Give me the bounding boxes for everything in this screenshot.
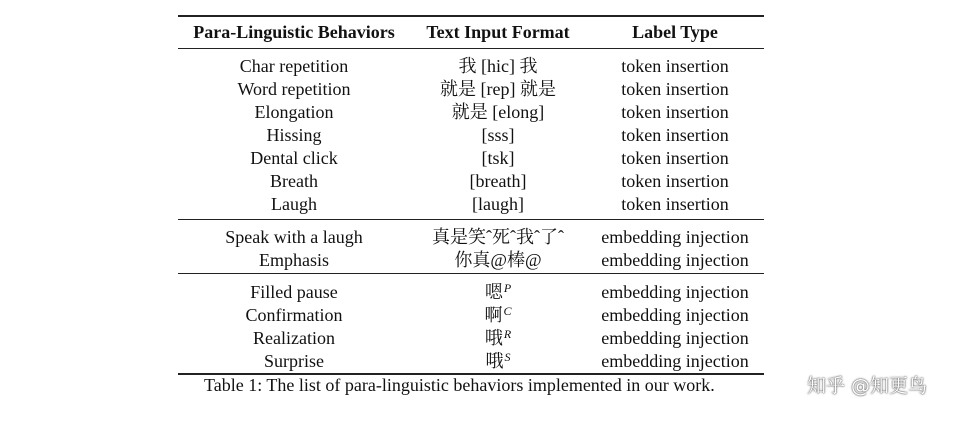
format-text: 啊 — [484, 305, 503, 325]
table-row — [178, 124, 764, 147]
label-type-cell: token insertion — [621, 56, 729, 76]
table-row — [178, 249, 764, 272]
table-row — [178, 55, 764, 78]
table-row — [178, 304, 764, 327]
format-text: 就是 [rep] 就是 — [440, 79, 556, 99]
top-rule — [178, 15, 764, 17]
format-cell — [410, 327, 586, 352]
format-text: 就是 [elong] — [451, 102, 545, 122]
table-row — [178, 327, 764, 350]
table-row — [178, 226, 764, 249]
group-rule-1 — [178, 219, 764, 220]
group-rule-2 — [178, 273, 764, 274]
label-type-cell: embedding injection — [601, 250, 749, 270]
behavior-cell: Breath — [270, 171, 318, 191]
label-type-cell: token insertion — [621, 125, 729, 145]
behavior-cell: Speak with a laugh — [225, 227, 363, 247]
label-type-cell: token insertion — [621, 79, 729, 99]
format-cell — [410, 55, 586, 78]
format-text: [laugh] — [472, 194, 524, 214]
header-row — [178, 21, 764, 44]
table-row — [178, 170, 764, 193]
label-type-cell: token insertion — [621, 171, 729, 191]
format-cell — [410, 78, 586, 101]
format-cell — [410, 249, 586, 272]
behavior-cell: Filled pause — [250, 282, 338, 302]
format-cell — [410, 193, 586, 216]
format-cell — [410, 350, 586, 375]
format-cell — [410, 124, 586, 147]
behavior-cell: Emphasis — [259, 250, 329, 270]
behavior-cell: Word repetition — [237, 79, 351, 99]
label-type-cell: embedding injection — [601, 282, 749, 302]
watermark: 知乎 @知更鸟 — [806, 375, 927, 397]
behavior-cell: Laugh — [271, 194, 317, 214]
label-type-cell: embedding injection — [601, 328, 749, 348]
format-superscript: R — [503, 327, 512, 341]
format-text: 哦 — [484, 328, 503, 348]
format-text: [breath] — [469, 171, 527, 191]
behavior-cell: Surprise — [264, 351, 324, 371]
header-rule — [178, 48, 764, 49]
format-text: 真是笑ˆ死ˆ我ˆ了ˆ — [432, 227, 564, 247]
format-text: [tsk] — [481, 148, 515, 168]
label-type-cell: token insertion — [621, 102, 729, 122]
format-text: 哦 — [485, 351, 504, 371]
label-type-cell: embedding injection — [601, 305, 749, 325]
table-row — [178, 193, 764, 216]
table-row — [178, 350, 764, 373]
label-type-cell: token insertion — [621, 148, 729, 168]
table-row — [178, 78, 764, 101]
label-type-cell: token insertion — [621, 194, 729, 214]
header-format: Text Input Format — [426, 22, 570, 42]
behavior-cell: Realization — [253, 328, 335, 348]
format-cell — [410, 170, 586, 193]
behavior-cell: Char repetition — [239, 56, 349, 76]
behavior-cell: Dental click — [250, 148, 338, 168]
table-row — [178, 281, 764, 304]
format-superscript: S — [504, 350, 511, 364]
format-superscript: C — [503, 304, 512, 318]
format-superscript: P — [503, 281, 512, 295]
table-caption: Table 1: The list of para-linguistic behaviors implemented in our work. — [204, 375, 715, 395]
label-type-cell: embedding injection — [601, 351, 749, 371]
format-text: [sss] — [481, 125, 515, 145]
header-behaviors: Para-Linguistic Behaviors — [193, 22, 395, 42]
label-type-cell: embedding injection — [601, 227, 749, 247]
table-row — [178, 101, 764, 124]
header-label-type: Label Type — [632, 22, 718, 42]
behavior-cell: Confirmation — [245, 305, 343, 325]
format-text: 我 [hic] 我 — [458, 56, 538, 76]
format-cell — [410, 281, 586, 306]
format-text: 你真@棒@ — [454, 250, 542, 270]
format-cell — [410, 226, 586, 249]
format-text: 嗯 — [484, 282, 503, 302]
format-cell — [410, 101, 586, 124]
table-row — [178, 147, 764, 170]
format-cell — [410, 147, 586, 170]
behavior-cell: Hissing — [266, 125, 322, 145]
format-cell — [410, 304, 586, 329]
behavior-cell: Elongation — [254, 102, 334, 122]
